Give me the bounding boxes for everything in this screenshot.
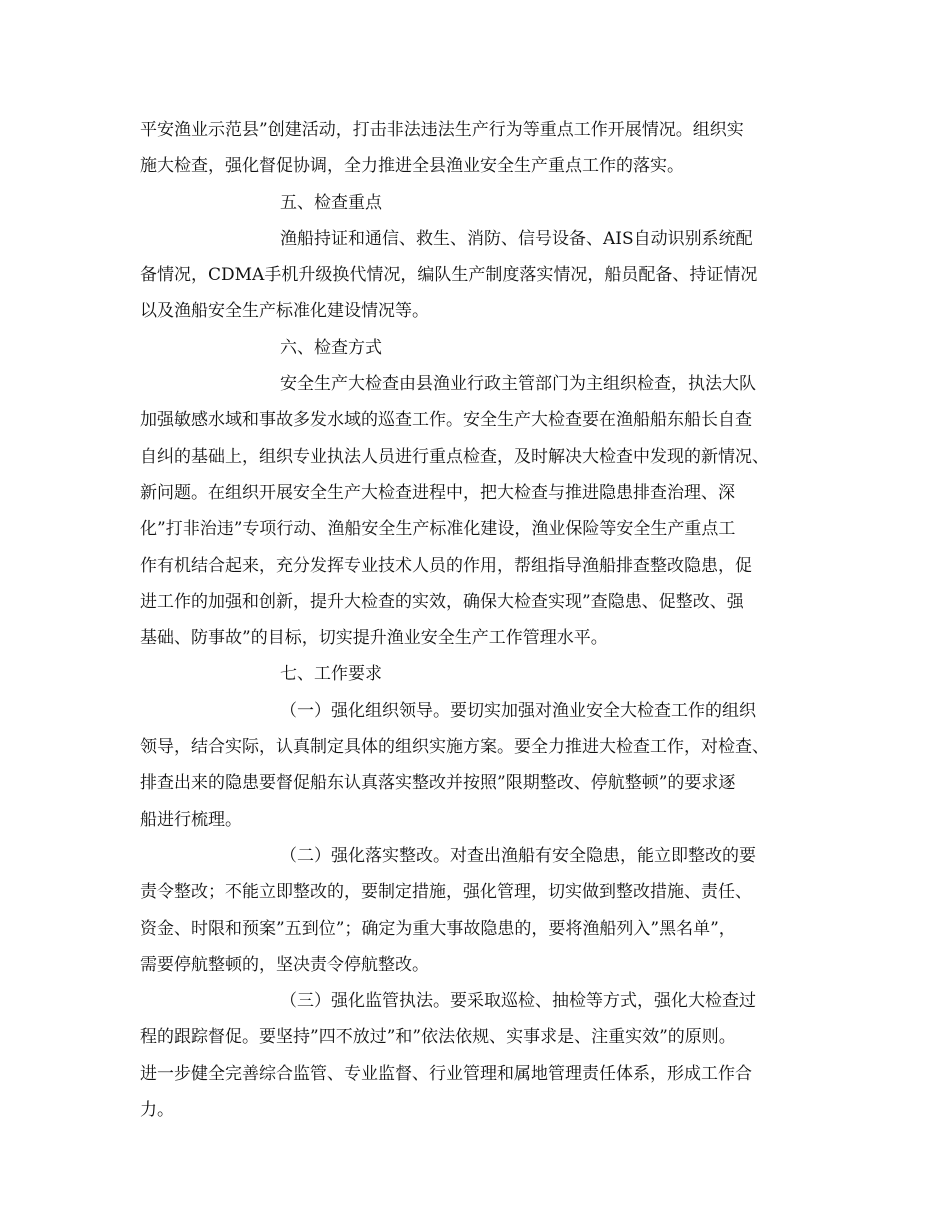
paragraph-line: 以及渔船安全生产标准化建设情况等。 <box>140 301 429 322</box>
paragraph-line: 加强敏感水域和事故多发水域的巡查工作。安全生产大检查要在渔船船东船长自查 <box>140 410 752 431</box>
paragraph-line: 作有机结合起来，充分发挥专业技术人员的作用，帮组指导渔船排查整改隐患，促 <box>140 555 752 576</box>
paragraph-line: 排查出来的隐患要督促船东认真落实整改并按照”限期整改、停航整顿”的要求逐 <box>140 773 736 794</box>
paragraph-first-line: 七、工作要求 <box>280 664 382 685</box>
paragraph-line: 船进行梳理。 <box>140 809 242 830</box>
paragraph-line: 领导，结合实际，认真制定具体的组织实施方案。要全力推进大检查工作，对检查、 <box>140 737 769 758</box>
paragraph-line: 施大检查，强化督促协调，全力推进全县渔业安全生产重点工作的落实。 <box>140 156 684 177</box>
paragraph-line: 进一步健全完善综合监管、专业监督、行业管理和属地管理责任体系，形成工作合 <box>140 1063 752 1084</box>
paragraph-line: 程的跟踪督促。要坚持”四不放过”和”依法依规、实事求是、注重实效”的原则。 <box>140 1027 736 1048</box>
paragraph-line: 进工作的加强和创新，提升大检查的实效，确保大检查实现”查隐患、促整改、强 <box>140 591 744 612</box>
paragraph-first-line: （三）强化监管执法。要采取巡检、抽检等方式，强化大检查过 <box>280 991 756 1012</box>
paragraph-line: 需要停航整顿的，坚决责令停航整改。 <box>140 954 429 975</box>
paragraph-line: 责令整改；不能立即整改的，要制定措施，强化管理，切实做到整改措施、责任、 <box>140 882 752 903</box>
paragraph-line: 备情况，CDMA手机升级换代情况，编队生产制度落实情况，船员配备、持证情况 <box>140 265 758 286</box>
paragraph-line: 化”打非治违”专项行动、渔船安全生产标准化建设，渔业保险等安全生产重点工 <box>140 519 736 540</box>
paragraph-line: 力。 <box>140 1100 174 1121</box>
paragraph-line: 平安渔业示范县”创建活动，打击非法违法生产行为等重点工作开展情况。组织实 <box>140 120 744 140</box>
paragraph-line: 自纠的基础上，组织专业执法人员进行重点检查，及时解决大检查中发现的新情况、 <box>140 446 769 467</box>
paragraph-line: 资金、时限和预案”五到位”；确定为重大事故隐患的，要将渔船列入”黑名单”， <box>140 918 736 939</box>
paragraph-first-line: 安全生产大检查由县渔业行政主管部门为主组织检查，执法大队 <box>280 374 756 395</box>
paragraph-first-line: 六、检查方式 <box>280 337 382 358</box>
paragraph-first-line: 渔船持证和通信、救生、消防、信号设备、AIS自动识别系统配 <box>280 228 753 249</box>
paragraph-first-line: （一）强化组织领导。要切实加强对渔业安全大检查工作的组织 <box>280 700 756 721</box>
document-body <box>140 112 820 1128</box>
paragraph-first-line: （二）强化落实整改。对查出渔船有安全隐患，能立即整改的要 <box>280 845 756 866</box>
paragraph-line: 新问题。在组织开展安全生产大检查进程中，把大检查与推进隐患排查治理、深 <box>140 482 735 503</box>
paragraph-first-line: 五、检查重点 <box>280 192 382 213</box>
paragraph-line: 基础、防事故”的目标，切实提升渔业安全生产工作管理水平。 <box>140 628 608 649</box>
